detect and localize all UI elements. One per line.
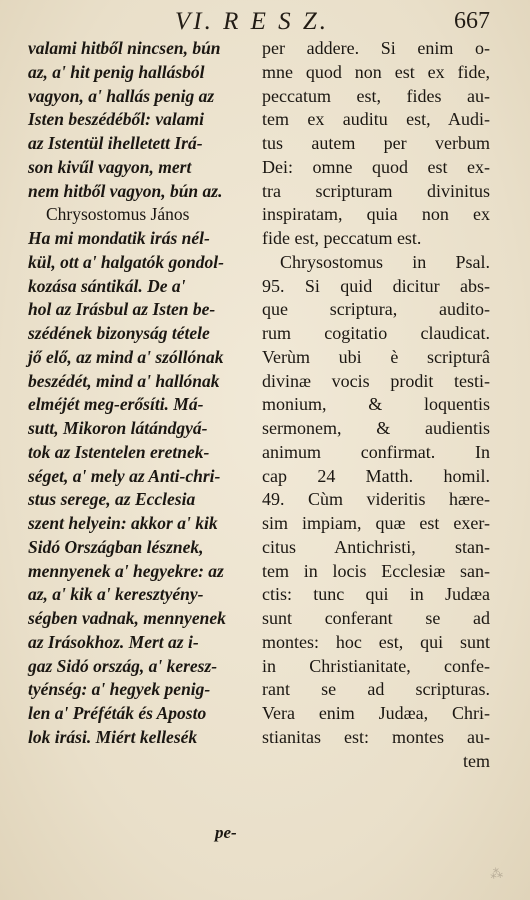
text-line: sunt conferant se ad: [262, 608, 490, 628]
text-line: elméjét meg-erősíti. Má-: [28, 394, 204, 415]
text-line: beszédét, mind a' hallónak: [28, 370, 220, 391]
text-line: tem in locis Ecclesiæ san-: [262, 560, 490, 581]
text-line: tem ex auditu est, Audi-: [262, 109, 490, 130]
text-line: az Istentül ihelletett Irá-: [28, 133, 203, 153]
text-line: vagyon, a' hallás penig az: [28, 85, 215, 106]
text-line: Isten beszédéből: valami: [28, 109, 204, 130]
text-line: len a' Préféták és Aposto: [28, 703, 207, 723]
page-number: 667: [454, 8, 490, 34]
text-line: tra scripturam divinitus: [262, 180, 490, 201]
page-header: [0, 6, 530, 40]
text-line: lok irási. Miért kellesék: [28, 726, 198, 747]
text-line: Sidó Országban lésznek,: [28, 536, 204, 557]
text-line: animum confirmat. In: [262, 441, 490, 462]
text-line: Ha mi mondatik irás nél-: [28, 228, 210, 248]
text-line: montes: hoc est, qui sunt: [262, 631, 490, 652]
text-line: az Irásokhoz. Mert az i-: [28, 631, 199, 652]
text-line: monium, & loquentis: [262, 394, 490, 415]
text-line: in Christianitate, confe-: [262, 655, 490, 676]
text-line: tyénség: a' hegyek penig-: [28, 679, 211, 700]
text-line: gaz Sidó ország, a' keresz-: [28, 655, 218, 676]
text-line: az, a' kik a' keresztyény-: [28, 584, 204, 605]
text-line: mennyenek a' hegyekre: az: [28, 560, 224, 581]
text-line: kül, ott a' halgatók gondol-: [28, 251, 224, 272]
text-line: son kivűl vagyon, mert: [28, 156, 192, 177]
text-line: mne quod non est ex fide,: [262, 61, 490, 82]
text-line: stus serege, az Ecclesia: [28, 489, 196, 510]
text-line: Chrysostomus János: [46, 204, 190, 225]
text-line: valami hitből nincsen, bún: [28, 38, 221, 58]
text-line: rant se ad scripturas.: [262, 679, 490, 700]
latin-column: [262, 37, 490, 773]
text-line: sutt, Mikoron látándgyá-: [28, 418, 208, 438]
text-line: 49. Cùm videritis hære-: [262, 489, 490, 510]
text-line: peccatum est, fides au-: [262, 85, 490, 106]
text-line: Vera enim Judæa, Chri-: [262, 703, 490, 723]
text-line: séget, a' mely az Anti-chri-: [28, 465, 221, 486]
text-line: Verùm ubi è scripturâ: [262, 346, 490, 367]
text-line: stianitas est: montes au-: [262, 726, 490, 747]
text-line: 95. Si quid dicitur abs-: [262, 275, 490, 296]
text-line: cap 24 Matth. homil.: [262, 465, 490, 486]
text-line: szédének bizonyság tétele: [28, 323, 210, 343]
text-line: tus autem per verbum: [262, 133, 490, 153]
ink-stain: ⁂: [488, 865, 504, 882]
text-line: kozása sántikál. De a': [28, 275, 186, 296]
text-line: nem hitből vagyon, bún az.: [28, 180, 223, 201]
text-line: ségben vadnak, mennyenek: [28, 608, 226, 628]
running-title: VI. R E S Z.: [175, 8, 330, 35]
text-line: Chrysostomus in Psal.: [280, 251, 490, 272]
hungarian-column: [28, 37, 260, 750]
text-line: jő elő, az mind a' szóllónak: [28, 346, 224, 367]
text-line: sim impiam, quæ est exer-: [262, 513, 490, 533]
text-line: tok az Istentelen eretnek-: [28, 441, 210, 462]
text-line: az, a' hit penig hallásból: [28, 61, 205, 82]
text-line: hol az Irásbul az Isten be-: [28, 299, 216, 320]
text-line: Dei: omne quod est ex-: [262, 156, 490, 177]
text-line: inspiratam, quia non ex: [262, 204, 490, 225]
text-line: tem: [463, 750, 490, 771]
text-line: rum cogitatio claudicat.: [262, 323, 490, 343]
catchword: pe-: [215, 823, 237, 842]
text-line: que scriptura, audito-: [262, 299, 490, 320]
text-line: ctis: tunc qui in Judæa: [262, 584, 490, 605]
text-line: szent helyein: akkor a' kik: [28, 513, 218, 533]
text-line: fide est, peccatum est.: [262, 228, 422, 248]
text-line: sermonem, & audientis: [262, 418, 490, 438]
text-line: divinæ vocis prodit testi-: [262, 370, 490, 391]
text-line: per addere. Si enim o-: [262, 38, 490, 58]
text-line: citus Antichristi, stan-: [262, 536, 490, 557]
